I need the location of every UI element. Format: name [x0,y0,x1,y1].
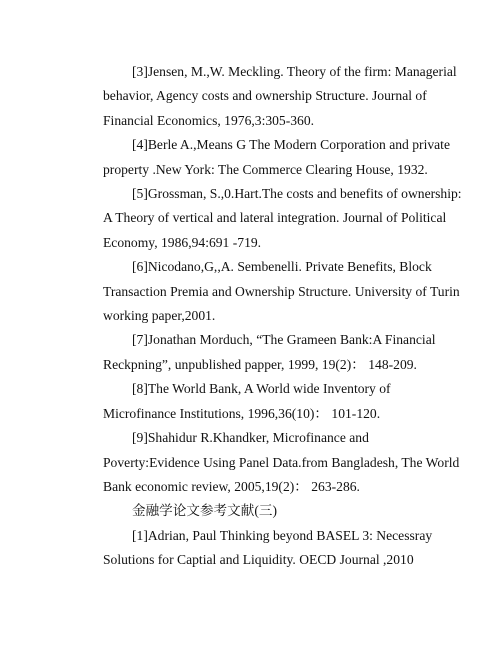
reference-line: [7]Jonathan Morduch, “The Grameen Bank:A Financial [132,332,436,348]
reference-line: Solutions for Captial and Liquidity. OECD Journal ,2010 [103,552,414,568]
reference-entry-4 [74,133,450,182]
reference-line: Financial Economics, 1976,3:305-360. [103,112,315,128]
reference-line: Poverty:Evidence Using Panel Data.from Bangladesh, The World [103,454,460,470]
reference-line: [5]Grossman, S.,0.Hart.The costs and benefits of ownership: [132,186,462,202]
reference-line: [8]The World Bank, A World wide Inventory of [132,381,391,397]
reference-line: working paper,2001. [103,308,216,324]
reference-line: property .New York: The Commerce Clearing House, 1932. [103,161,428,177]
reference-entry-5 [74,182,462,255]
reference-line: Economy, 1986,94:691 -719. [103,234,262,250]
reference-line: [4]Berle A.,Means G The Modern Corporation and private [132,137,450,153]
reference-line: A Theory of vertical and lateral integration. Journal of Political [103,210,447,226]
reference-entry-9 [74,426,460,499]
reference-line: behavior, Agency costs and ownership Structure. Journal of [103,88,427,104]
reference-line: [1]Adrian, Paul Thinking beyond BASEL 3: Necessray [132,527,433,543]
reference-line: Microfinance Institutions, 1996,36(10)： 101-120. [103,405,381,421]
reference-line: [9]Shahidur R.Khandker, Microfinance and [132,430,369,446]
reference-line: Transaction Premia and Ownership Structure. University of Turin [103,283,460,299]
reference-line: Bank economic review, 2005,19(2)： 263-286. [103,478,360,494]
section-reference-entry-1 [74,524,433,573]
reference-entry-6 [74,255,460,328]
reference-entry-7 [74,328,436,377]
document-page [74,60,462,573]
reference-line: Reckpning”, unpublished papper, 1999, 19(2)： 148-209. [103,356,417,372]
section-heading-block [74,499,426,523]
section-heading: 金融学论文参考文献(三) [132,503,277,519]
reference-entry-8 [74,377,426,426]
reference-line: [3]Jensen, M.,W. Meckling. Theory of the firm: Managerial [132,64,457,79]
reference-entry-3 [74,60,457,133]
reference-line: [6]Nicodano,G,,A. Sembenelli. Private Benefits, Block [132,259,432,275]
